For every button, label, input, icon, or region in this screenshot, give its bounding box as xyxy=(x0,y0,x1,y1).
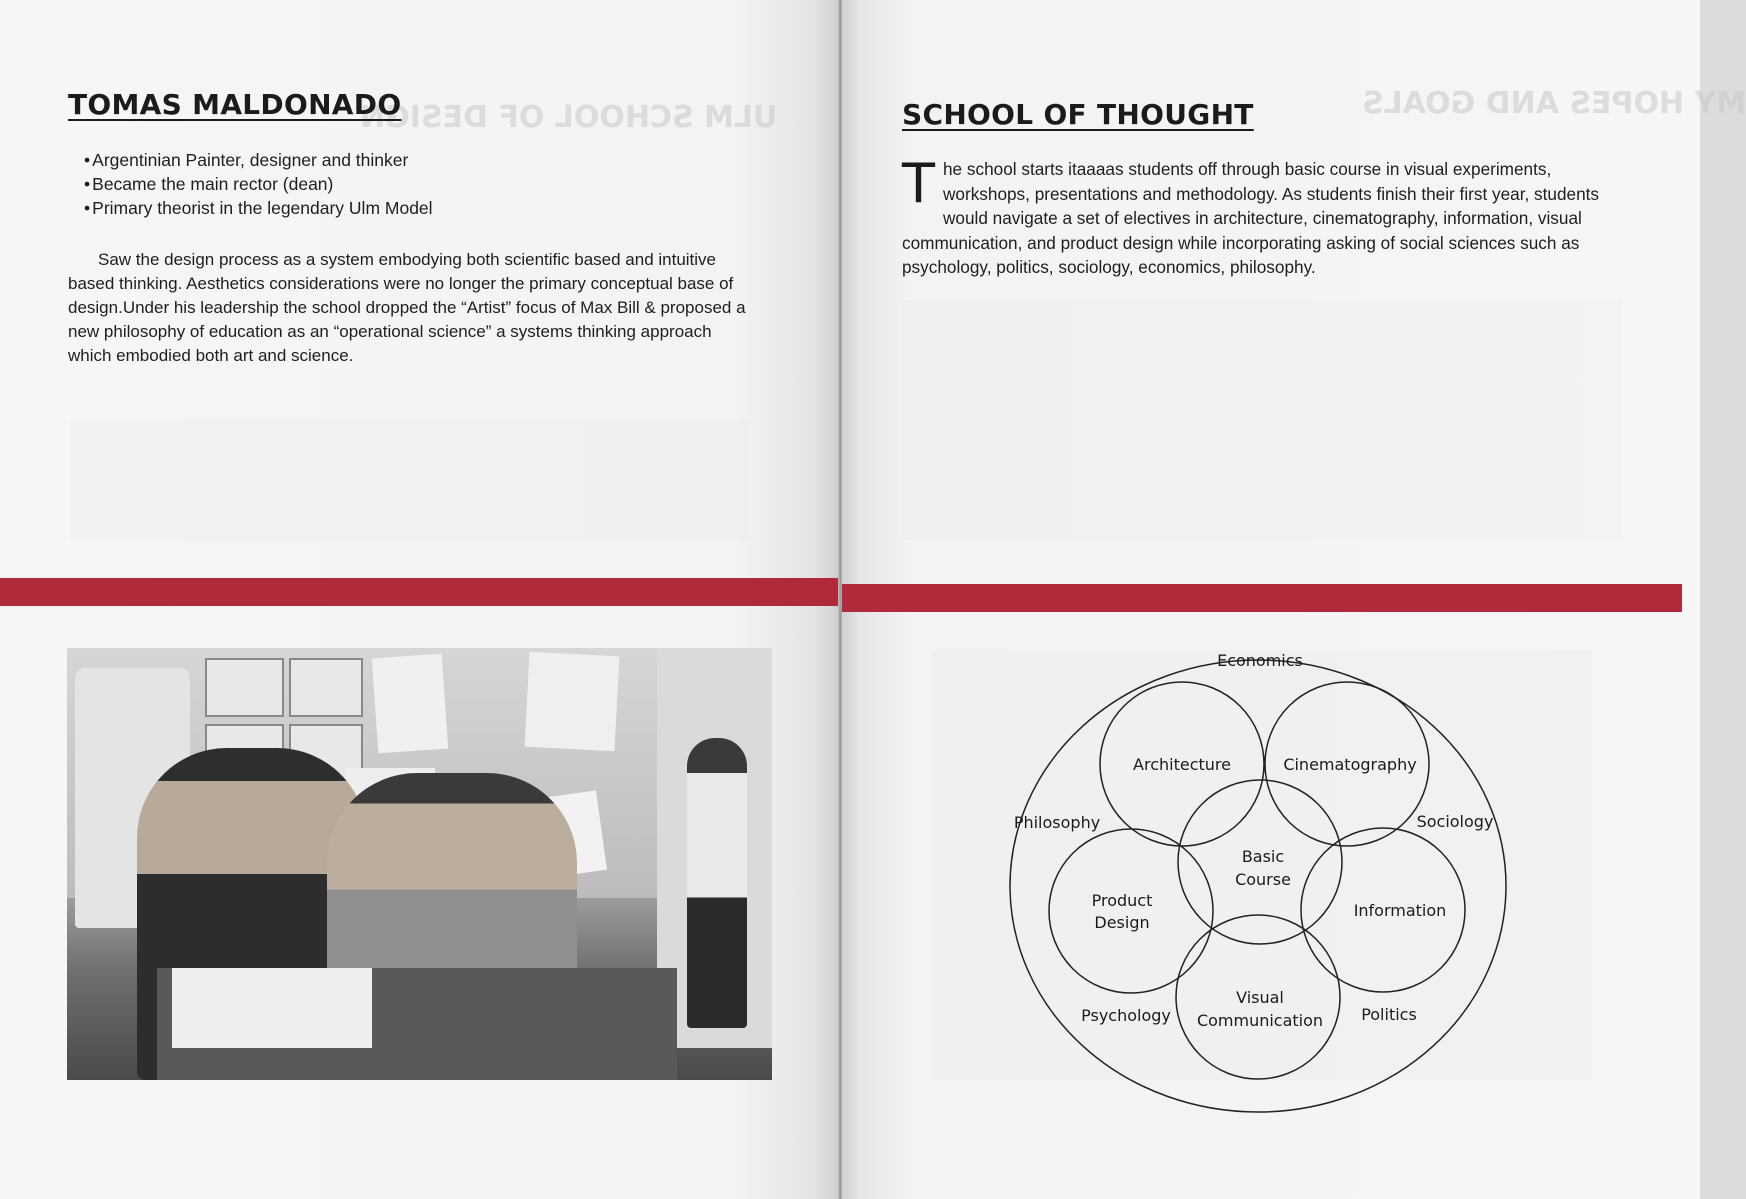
label-product-design-line2: Design xyxy=(1094,913,1150,932)
label-architecture: Architecture xyxy=(1133,755,1231,774)
list-item: • Became the main rector (dean) xyxy=(84,172,433,196)
workshop-photo xyxy=(67,648,772,1080)
intro-paragraph xyxy=(902,152,1612,280)
circle-product-design xyxy=(1049,829,1213,993)
photo-card xyxy=(172,968,372,1048)
bullet-list xyxy=(84,148,433,220)
label-basic-course-line2: Course xyxy=(1235,870,1291,889)
photo-person xyxy=(687,738,747,1028)
list-item: • Primary theorist in the legendary Ulm Model xyxy=(84,196,433,220)
label-economics: Economics xyxy=(1217,651,1303,670)
left-page xyxy=(0,0,839,1199)
show-through-heading: MY HOPES AND GOALS xyxy=(1362,86,1746,121)
accent-band xyxy=(0,578,839,606)
photo-drawing xyxy=(372,654,448,754)
label-philosophy: Philosophy xyxy=(1013,813,1101,832)
page-title: SCHOOL OF THOUGHT xyxy=(902,98,1254,131)
photo-drawing xyxy=(525,652,620,752)
label-visual-communication-line2: Communication xyxy=(1196,1011,1324,1030)
label-information: Information xyxy=(1353,901,1447,920)
body-paragraph: Saw the design process as a system embodying both scientific based and intuitive based thinking. Aesthetics considerations were no longer the primary conceptual base of design.Under his leadership the school dropped the “Artist” focus of Max Bill & proposed a new philosophy of education as an “operational science” a systems thinking approach which embodied both art and science. xyxy=(68,250,746,365)
label-product-design-line1: Product xyxy=(1091,891,1153,910)
page-title: TOMAS MALDONADO xyxy=(68,88,402,121)
show-through-text xyxy=(902,300,1622,540)
intro-text: he school starts itaaaas students off through basic course in visual experiments, workshops, presentations and methodology. As students finish their first year, students would navigate a set of electives in architecture, cinematography, information, visual communication, and product design while incorporating asking of social sciences such as psychology, politics, sociology, economics, philosophy. xyxy=(902,159,1600,277)
label-psychology: Psychology xyxy=(1081,1006,1171,1025)
photo-frame xyxy=(205,658,284,717)
curriculum-diagram xyxy=(1000,640,1500,1120)
accent-band xyxy=(842,584,1682,612)
show-through-text xyxy=(70,420,750,540)
drop-cap: T xyxy=(902,152,935,215)
label-sociology: Sociology xyxy=(1416,812,1494,831)
label-politics: Politics xyxy=(1361,1005,1417,1024)
label-cinematography: Cinematography xyxy=(1283,755,1417,774)
show-through-heading: ULM SCHOOL OF DESIGN xyxy=(360,100,778,135)
photo-frame xyxy=(289,658,363,717)
label-visual-communication-line1: Visual xyxy=(1236,988,1284,1007)
label-basic-course-line1: Basic xyxy=(1241,847,1285,866)
list-item: • Argentinian Painter, designer and thinker xyxy=(84,148,433,172)
